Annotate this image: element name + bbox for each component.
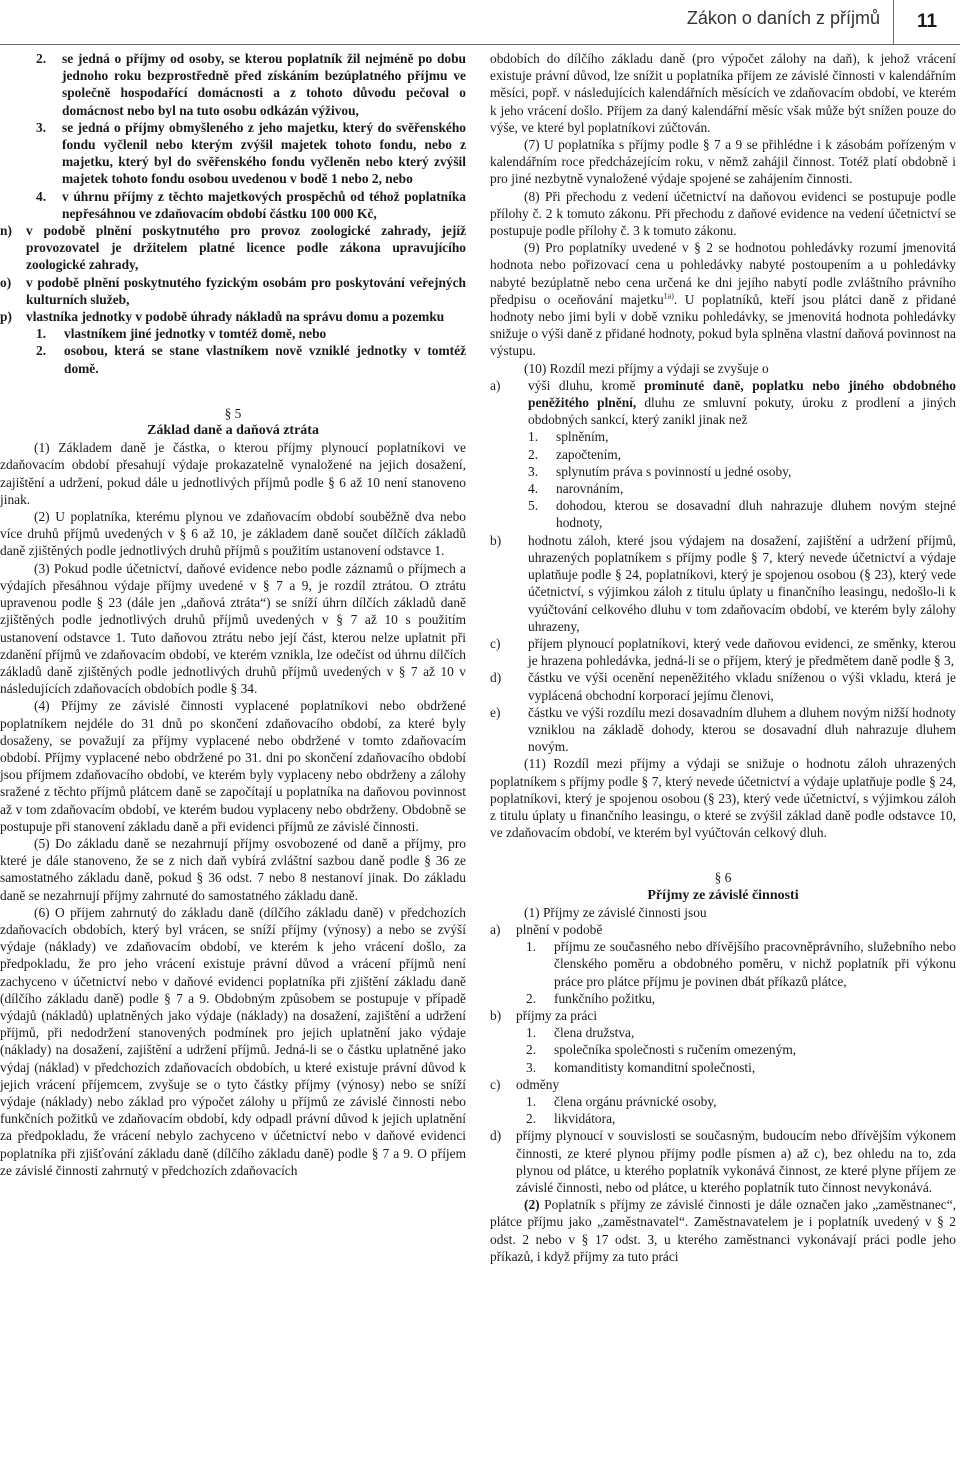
list-item [490,497,956,531]
list-item-label: b) [490,1007,502,1023]
list-item-label: b) [490,532,502,548]
paragraph-text: (9) Pro poplatníky uvedené v § 2 se hodnotou pohledávky rozumí jmenovitá hodnota nebo pořizovací cena u pohledávky nabyté postoupením a u pohledávky nabyté bezúplatně nebo cena určená ke dni jejího nabytí podle zvláštního právního předpisu o oceňování majetku [490,240,956,307]
list-item [0,308,466,325]
page-number: 11 [893,0,960,44]
list-item [490,1076,956,1093]
list-item-label: 4. [36,188,47,204]
list-item [490,463,956,480]
list-item-text: likvidátora, [554,1111,616,1127]
sublist [490,428,956,531]
text-run: výši dluhu, kromě [528,377,645,393]
text-run: dluhu ze smluvní pokuty, úroku z prodlení a jiných obdobných sankcí, který zanikl jinak než [528,395,956,428]
paragraph: (1) Příjmy ze závislé činnosti jsou [524,904,707,920]
list-item-label: 2. [528,446,539,462]
paragraph: (5) Do základu daně se nezahrnují příjmy osvobozené od daně a příjmy, pro které je dále stanoveno, že se z nich daň vybírá zvláštní sazbou daně podle § 36 ze samostatného základu daně, pokud § 36 odst. 7 nebo 8 nestanoví jinak. Do základu daně se nezahrnují příjmy zahrnuté do samostatného základu daně. [0,835,466,903]
paragraph: (2) U poplatníka, kterému plynou ve zdaňovacím období souběžně dva nebo více druhů příjmů uvedených v § 6 až 10, je základem daně součet dílčích základů daně zjištěných podle jednotlivých druhů příjmů s použitím ustanovení odstavce 1. [0,509,466,559]
text-run-bold: prominuté daně, poplatku nebo jiného obdobného peněžitého plnění, [528,377,956,411]
list-item [0,188,466,222]
list-item-label: d) [490,670,502,686]
list-item-label: 2. [526,990,537,1006]
list-item-text: člena družstva, [554,1025,635,1041]
list-lettered [0,222,466,325]
list-item-text [528,377,956,429]
section-title: Základ daně a daňová ztráta [147,423,319,439]
list-item-text: se jedná o příjmy od osoby, se kterou poplatník žil nejméně po dobu jednoho roku bezprostředně před získáním bezúplatného příjmu ve společně hospodařící domácnosti a z tohoto důvodu pečoval o domácnost nebo byl na tuto osobu odkázán výživou, [62,51,466,118]
list-item-text: plnění v podobě [516,921,603,937]
list-item [0,222,466,274]
list-item [490,921,956,938]
list-item [490,669,956,703]
right-column [490,50,956,1458]
list-item [490,938,956,990]
paragraph-text: . U poplatníků, kteří jsou plátci daně z přidané hodnoty nebo jimi byli v době vzniku pohledávky, se jmenovitá hodnota pohledávky snižuje o výši daně z přidané hodnoty, pokud byla splněna vlastní daňová povinnost na výstupu. [490,291,956,359]
list-item-label: 1. [526,1093,537,1109]
paragraph [490,239,956,359]
list-item-text: hodnotu záloh, které jsou výdajem na dosažení, zajištění a udržení příjmů, uhrazených poplatníkem s příjmy podle § 7, který nevede účetnictví a výdaje uplatňuje podle § 24, poplatníkovi, který je spojenou osobou (§ 23), který vede účetnictví, s výjimkou záloh z titulu úplaty u finančního leasingu, nedošlo-li k vyúčtování celkového dluhu v tom zdaňovacím období, ve kterém byly zálohy uhrazeny, [528,532,956,634]
left-column [0,50,466,1458]
list-item-text: komanditisty komanditní společnosti, [554,1059,756,1075]
list-item-label: a) [490,377,501,393]
list-item [490,704,956,756]
list-item-label: n) [0,223,12,239]
list-item [490,377,956,429]
list-item [490,1041,956,1058]
list-item-text: započtením, [556,446,622,462]
list-item [490,1093,956,1110]
list-item-text: se jedná o příjmy obmyšleného z jeho majetku, který do svěřenského fondu vyčlenil nebo kterým zvýšil majetek tohoto fondu, nebo z majetku, který byl do svěřenského fondu vyčleněn nebo který zvýšil majetek tohoto fondu osobou uvedenou v bodě 1 nebo 2, nebo [62,119,466,187]
list-item [490,1059,956,1076]
list-item-label: 1. [528,429,539,445]
list-item [490,1127,956,1196]
list-item-text: odměny [516,1076,560,1092]
list-item-label: 3. [36,119,47,135]
list-item-label: 1. [36,326,47,342]
list-item [490,1024,956,1041]
list-item-label: e) [490,704,501,720]
paragraph: (6) O příjem zahrnutý do základu daně (dílčího základu daně) v předchozích zdaňovacích obdobích, který byl vrácen, se sníží příjmy (výnosy) a nebo se zvýší výdaje (náklady) ve zdaňovacím období, ve kterém k jeho vrácení došlo, za předpokladu, že pro jeho vrácení existuje právní důvod a vrácení příjmů není zachyceno v účetnictví nebo v daňové evidenci poplatníka při zjištění základu daně (dílčího základu daně) podle § 7 a 9. Obdobným způsobem se postupuje v případě výdajů (nákladů) uplatněných jako výdaje (náklady) na dosažení, zajištění a udržení příjmů, při nedodržení stanovených podmínek pro jejich uplatnění jako výdaje (náklady) na dosažení, zajištění a udržení příjmů. Jedná-li se o částku uplatněné jako výdaj (náklad) v předchozích zdaňovacích obdobích, u které existuje právní důvod k jejich vrácení příjemcem, zvyšuje se o tyto částky příjmy (výnosy) nebo se sníží výdaje (náklady) nebo základ pro výpočet zálohy u příjmů ze závislé činnosti nebo funkčních požitků ve zdaňovacím období, kdy odpadl právní důvod k jejich uplatnění za předpokladu, že vrácení nebylo zachyceno v účetnictví nebo v daňové evidenci poplatníka při zjišťování základu daně (dílčího základu daně) podle § 7 a 9. O příjem ze závislé činnosti zahrnutý v předchozích zdaňovacích [0,904,466,1178]
list-item [0,274,466,308]
page-header [0,0,960,45]
list-item-label: 2. [526,1042,537,1058]
list-item-text: příjmy plynoucí v souvislosti se současným, budoucím nebo dřívějším výkonem činnosti, ze které plynou příjmy podle písmen a) až c), bez ohledu na to, zda plynou od plátce, u kterého poplatník vykonává činnost, ze které plyne příjem ze závislé činnosti, nebo od plátce, u kterého poplatník tuto činnost nevykonává. [516,1128,956,1195]
list-item-label: p) [0,309,12,325]
section-number: § 6 [714,870,732,886]
list-item-label: 3. [526,1059,537,1075]
list-item-label: 1. [526,1025,537,1041]
list-item [0,50,466,119]
paragraph: (3) Pokud podle účetnictví, daňové evidence nebo podle záznamů o příjmech a výdajích přesáhnou výdaje příjmy uvedené v § 7 a 9, je rozdíl ztrátou. O ztrátu upravenou podle § 23 (dále jen „daňová ztráta“) se sníží úhrn dílčích základů daně zjištěných podle jednotlivých druhů příjmů uvedených v § 7 až 10 s použitím ustanovení odstavce 1. Tuto daňovou ztrátu nebo její část, kterou nelze uplatnit při zdanění příjmů ve zdaňovacím období, ve kterém vznikla, lze odečíst od úhrnu dílčích základů daně zjištěných podle jednotlivých druhů příjmů uvedených v § 7 až 10 v následujících zdaňovacích obdobích podle § 34. [0,560,466,697]
list-item [0,342,466,376]
paragraph: (4) Příjmy ze závislé činnosti vyplacené poplatníkovi nebo obdržené poplatníkem nejdéle do 31 dnů po skončení zdaňovacího období, za které byly dosaženy, se považují za příjmy vyplacené nebo obdržené v tomto zdaňovacím období. Příjmy vyplacené nebo obdržené po 31. dni po skončení zdaňovacího období jsou příjmem zdaňovacího období, ve kterém byly vyplaceny nebo obdrženy a zálohy sražené z těchto příjmů plátcem daně se započítají u poplatníka na daňovou povinnost až v tom zdaňovacím období, ve kterém budou vyplaceny nebo obdrženy. Obdobně se postupuje při stanovení základu daně a při evidenci příjmů ze závislé činnosti. [0,698,466,834]
paragraph: (7) U poplatníka s příjmy podle § 7 a 9 se přihlédne i k zásobám pořízeným v kalendářním roce předcházejícím roku, v němž zahájil činnost. Totéž platí obdobně i pro jiné nezbytně vynaložené výdaje spojené se zahájením činnosti. [490,137,956,187]
list-item-text: člena orgánu právnické osoby, [554,1093,717,1109]
footnote-ref: 1a) [663,291,674,301]
list-item-label: c) [490,635,501,651]
list-item-text: osobou, která se stane vlastníkem nově vzniklé jednotky v tomtéž domě. [64,343,466,376]
paragraph: (8) Při přechodu z vedení účetnictví na daňovou evidenci se postupuje podle přílohy č. 2 k tomuto zákonu. Při přechodu z daňové evidence na vedení účetnictví se postupuje podle přílohy č. 3 k tomuto zákonu. [490,188,956,239]
list-item-label: 4. [528,481,539,497]
section-title: Příjmy ze závislé činnosti [647,887,799,903]
list-item [490,1007,956,1024]
list-item [490,532,956,635]
list-item [0,119,466,188]
list-item [490,990,956,1007]
list-item-label: d) [490,1128,502,1144]
section-number: § 5 [224,405,242,421]
paragraph: (1) Základem daně je částka, o kterou příjmy plynoucí poplatníkovi ve zdaňovacím období přesahují výdaje prokazatelně vynaložené na jejich dosažení, zajištění a udržení, pokud dále u jednotlivých příjmů podle § 6 až 10 není stanoveno jinak. [0,440,466,507]
list-item-text: příjmu ze současného nebo dřívějšího pracovněprávního, služebního nebo členského poměru a obdobného poměru, v nichž poplatník při výkonu práce pro plátce příjmu je povinen dbát příkazů plátce, [554,939,956,989]
list-numbered-1 [0,50,466,222]
list-item-label: 1. [526,939,537,955]
list-item-label: 3. [528,463,539,479]
list-item-text: v úhrnu příjmy z těchto majetkových prospěchů od téhož poplatníka nepřesáhnou ve zdaňovacím období částku 100 000 Kč, [62,188,466,221]
list-item-text: funkčního požitku, [554,990,656,1006]
list-item-text: vlastníka jednotky v podobě úhrady nákladů na správu domu a pozemku [26,309,445,325]
list-item-text: narovnáním, [556,481,624,497]
paragraph: (11) Rozdíl mezi příjmy a výdaji se snižuje o hodnotu záloh uhrazených poplatníkem s příjmy podle § 7, který nevede účetnictví a výdaje uplatňuje podle § 24, poplatníkovi, který je spojenou osobou (§ 23), který vede účetnictví, s výjimkou záloh z titulu úplaty u finančního leasingu, o které se zvýšil základ daně podle odstavce 10, ve zdaňovacím období, ve kterém byl vyúčtován celkový dluh. [490,756,956,841]
list-item-text: splynutím práva s povinností u jedné osoby, [556,463,792,479]
list-item-text: v podobě plnění poskytnutého fyzickým osobám pro poskytování veřejných kulturních služeb, [26,274,466,307]
paragraph-continued: obdobích do dílčího základu daně (pro výpočet zálohy na daň), k jehož vrácení existuje právní důvod, lze snížit u poplatníka příjem ze závislé činnosti v kalendářním měsíci, popř. v následujících kalendářních měsících ve zdaňovacím období, ve kterém k jeho vrácení došlo. Příjem za daný kalendářní měsíc však může být snížen pouze do výše, ve které byl poplatníkovi zúčtován. [490,51,956,135]
list-item-text: splněním, [556,429,609,445]
list-item-label: 2. [526,1111,537,1127]
list-item-label: 5. [528,498,539,514]
list-item-text: společníka společnosti s ručením omezeným, [554,1042,797,1058]
paragraph: (10) Rozdíl mezi příjmy a výdaji se zvyšuje o [524,360,769,376]
list-item-text: příjmy za práci [516,1007,598,1023]
list-item-label: a) [490,921,501,937]
paragraph-number: (2) [524,1197,540,1213]
list-item-text: dohodou, kterou se dosavadní dluh nahrazuje dluhem novým stejné hodnoty, [556,498,956,531]
list-item-text: částku ve výši rozdílu mezi dosavadním dluhem a dluhem novým nižší hodnoty vzniklou na základě dohody, kterou se dosavadní dluh nahrazuje dluhem novým. [528,704,956,755]
list-item-text: vlastníkem jiné jednotky v tomtéž domě, nebo [64,326,327,342]
list-item [490,480,956,497]
list-item-label: 2. [36,51,47,66]
list-item [490,446,956,463]
paragraph [490,1196,956,1265]
list-item-label: 2. [36,343,47,359]
list-item-text: v podobě plnění poskytnutého pro provoz zoologické zahrady, jejíž provozovatel je držitelem platné licence podle zákona upravujícího zoologické zahrady, [26,223,466,273]
paragraph-text: Poplatník s příjmy ze závislé činnosti je dále označen jako „zaměstnanec“, plátce příjmu jako „zaměstnavatel“. Zaměstnavatelem je i poplatník uvedený v § 2 odst. 2 nebo v § 17 odst. 3, u kterého zaměstnanci vykonávají práci podle jeho příkazů, i když příjmy za tuto práci [490,1197,956,1264]
list-item-label: c) [490,1076,501,1092]
list-item [490,635,956,669]
list-item [490,1110,956,1127]
header-title: Zákon o daních z příjmů [686,8,880,28]
list-item [490,428,956,445]
list-numbered-2 [0,325,466,377]
list-item [0,325,466,342]
list-item-text: příjem plynoucí poplatníkovi, který vede daňovou evidenci, ze směnky, kterou je hrazena pohledávka, jedná-li se o příjem, který je předmětem daně podle § 3, [528,635,956,669]
list-item-text: částku ve výši ocenění nepeněžitého vkladu sníženou o výši vkladu, která je vyplácená obchodní korporací jejímu členovi, [528,670,956,703]
list-item-label: o) [0,274,12,290]
